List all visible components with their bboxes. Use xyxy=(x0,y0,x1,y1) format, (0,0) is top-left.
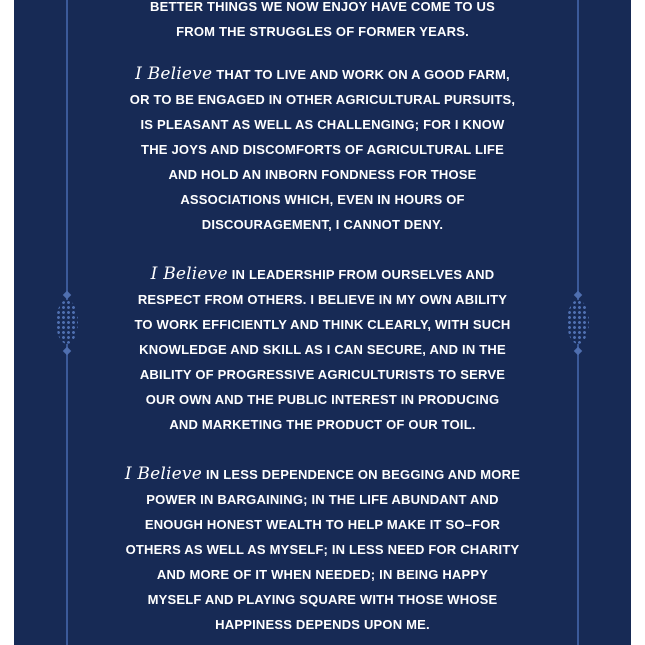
right-diamond-ornament xyxy=(574,291,582,299)
paragraph-line: THE JOYS AND DISCOMFORTS OF AGRICULTURAL LIFE xyxy=(141,142,504,157)
left-dot-ornament xyxy=(56,300,78,344)
paragraph-line: RESPECT FROM OTHERS. I BELIEVE IN MY OWN ABILITY xyxy=(137,292,508,307)
paragraph-line: HAPPINESS DEPENDS UPON ME. xyxy=(215,617,430,632)
paragraph-line: TO WORK EFFICIENTLY AND THINK CLEARLY, WITH SUCH xyxy=(134,317,511,332)
paragraph-line: ABILITY OF PROGRESSIVE AGRICULTURISTS TO SERVE xyxy=(139,367,506,382)
paragraph-line: DISCOURAGEMENT, I CANNOT DENY. xyxy=(201,217,444,232)
i-believe-lead: I Believe xyxy=(150,264,228,284)
creed-paragraph-2 xyxy=(84,262,561,437)
paragraph-line: ENOUGH HONEST WEALTH TO HELP MAKE IT SO–FOR xyxy=(144,517,501,532)
i-believe-lead: I Believe xyxy=(124,464,202,484)
intro-line: BETTER THINGS WE NOW ENJOY HAVE COME TO US xyxy=(150,0,495,14)
paragraph-text: IN LESS DEPENDENCE ON BEGGING AND MORE xyxy=(205,467,521,482)
paragraph-line xyxy=(84,62,561,87)
paragraph-line xyxy=(84,462,561,487)
right-dot-ornament xyxy=(567,300,589,344)
paragraph-line: OUR OWN AND THE PUBLIC INTEREST IN PRODUCING xyxy=(145,392,500,407)
paragraph-line: AND MORE OF IT WHEN NEEDED; IN BEING HAPPY xyxy=(156,567,489,582)
paragraph-line: AND HOLD AN INBORN FONDNESS FOR THOSE xyxy=(168,167,477,182)
intro-paragraph xyxy=(84,0,561,44)
paragraph-line: OR TO BE ENGAGED IN OTHER AGRICULTURAL PURSUITS, xyxy=(129,92,516,107)
intro-line: FROM THE STRUGGLES OF FORMER YEARS. xyxy=(176,24,469,39)
paragraph-text: IN LEADERSHIP FROM OURSELVES AND xyxy=(231,267,495,282)
paragraph-line: MYSELF AND PLAYING SQUARE WITH THOSE WHOSE xyxy=(147,592,498,607)
paragraph-line: OTHERS AS WELL AS MYSELF; IN LESS NEED FOR CHARITY xyxy=(125,542,520,557)
left-diamond-ornament xyxy=(63,291,71,299)
paragraph-line: AND MARKETING THE PRODUCT OF OUR TOIL. xyxy=(169,417,476,432)
creed-paragraph-3 xyxy=(84,462,561,637)
paragraph-text: THAT TO LIVE AND WORK ON A GOOD FARM, xyxy=(216,67,510,82)
paragraph-line: POWER IN BARGAINING; IN THE LIFE ABUNDANT AND xyxy=(146,492,499,507)
creed-paragraph-1 xyxy=(84,62,561,237)
creed-poster xyxy=(14,0,631,645)
left-diamond-ornament xyxy=(63,347,71,355)
paragraph-line: IS PLEASANT AS WELL AS CHALLENGING; FOR I KNOW xyxy=(140,117,505,132)
right-diamond-ornament xyxy=(574,347,582,355)
paragraph-line: ASSOCIATIONS WHICH, EVEN IN HOURS OF xyxy=(180,192,465,207)
paragraph-line xyxy=(84,262,561,287)
paragraph-line: KNOWLEDGE AND SKILL AS I CAN SECURE, AND IN THE xyxy=(139,342,506,357)
i-believe-lead: I Believe xyxy=(135,64,213,84)
